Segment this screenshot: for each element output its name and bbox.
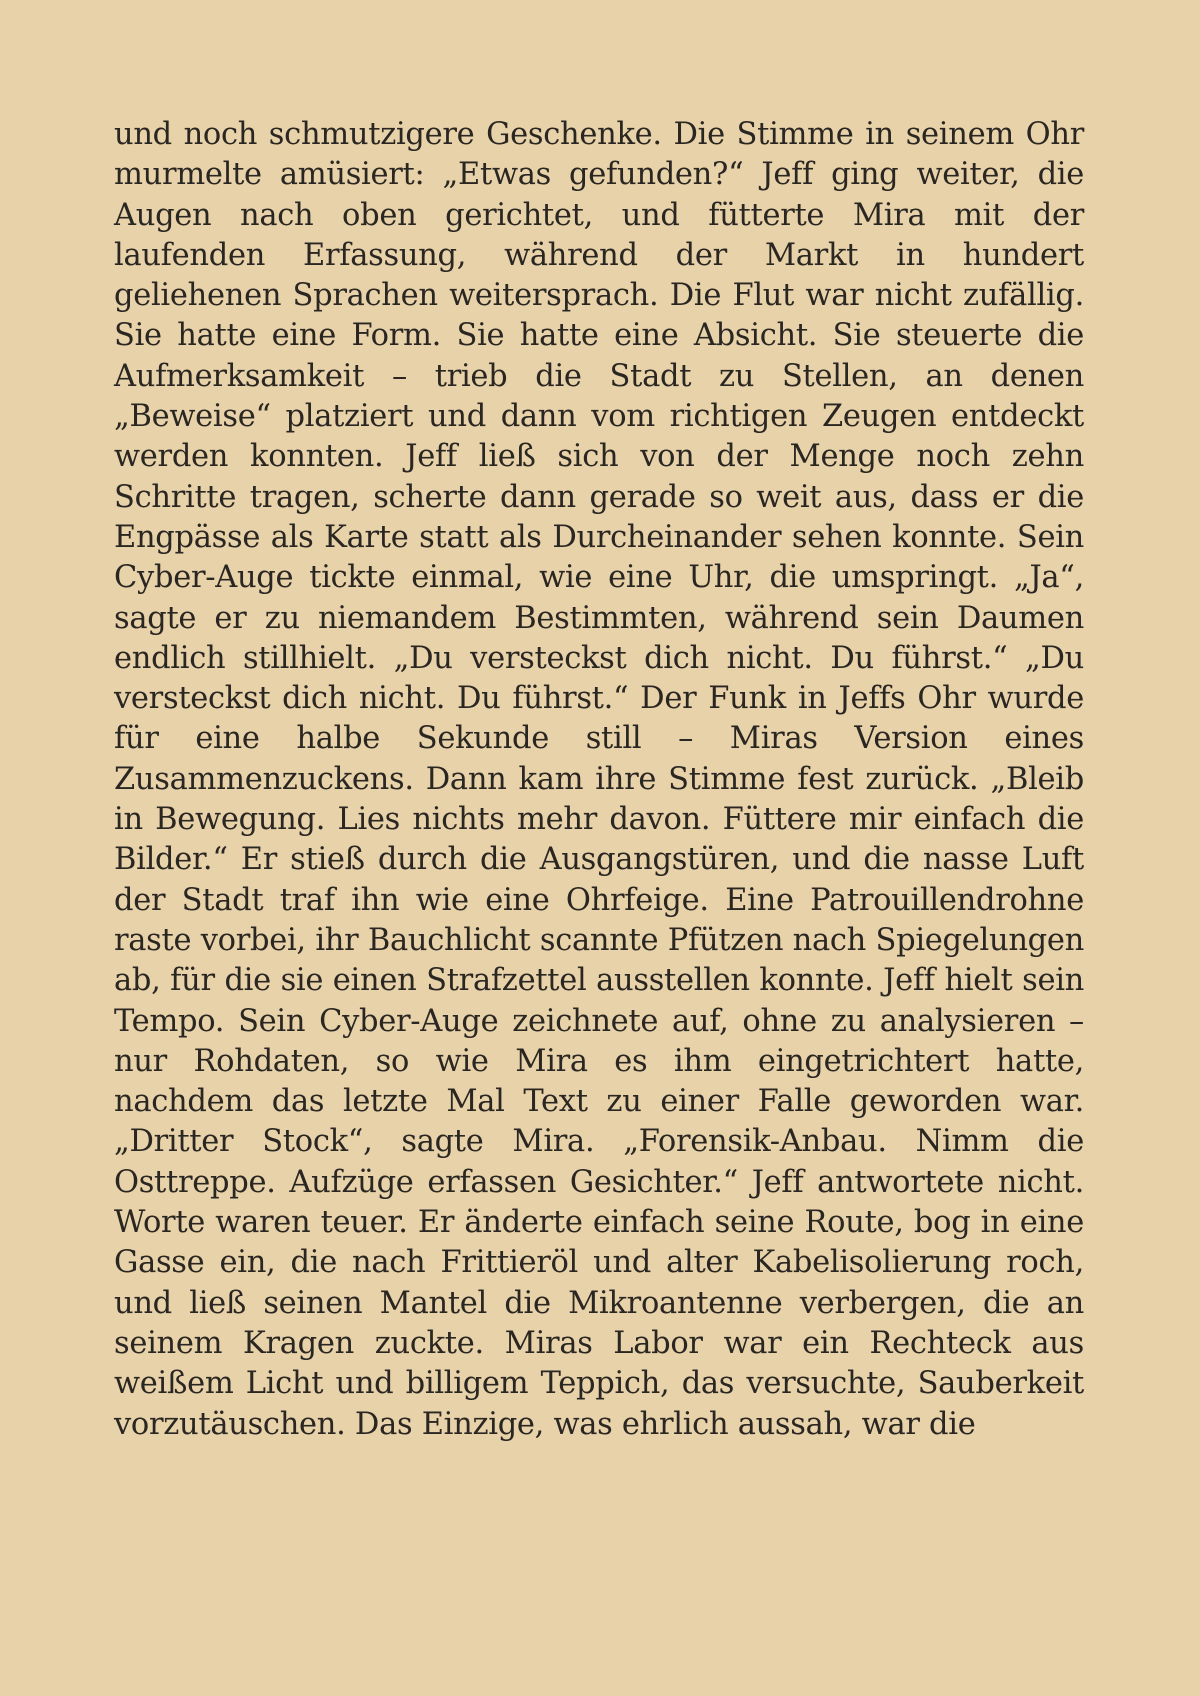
body-paragraph: und noch schmutzigere Geschenke. Die Stimme in seinem Ohr murmelte amüsiert: „Etwas gefunden?“ Jeff ging weiter, die Augen nach oben gerichtet, und fütterte Mira mit der laufenden Erfassung, während der Markt in hundert geliehenen Sprachen weitersprach. Die Flut war nicht zufällig. Sie hatte eine Form. Sie hatte eine Absicht. Sie steuerte die Aufmerksamkeit – trieb die Stadt zu Stellen, an denen „Beweise“ platziert und dann vom richtigen Zeugen entdeckt werden konnten. Jeff ließ sich von der Menge noch zehn Schritte tragen, scherte dann gerade so weit aus, dass er die Engpässe als Karte statt als Durcheinander sehen konnte. Sein Cyber-Auge tickte einmal, wie eine Uhr, die umspringt. „Ja“, sagte er zu niemandem Bestimmten, während sein Daumen endlich stillhielt. „Du versteckst dich nicht. Du führst.“ „Du versteckst dich nicht. Du führst.“ Der Funk in Jeffs Ohr wurde für eine halbe Sekunde still – Miras Version eines Zusammenzuckens. Dann kam ihre Stimme fest zurück. „Bleib in Bewegung. Lies nichts mehr davon. Füttere mir einfach die Bilder.“ Er stieß durch die Ausgangstüren, und die nasse Luft der Stadt traf ihn wie eine Ohrfeige. Eine Patrouillendrohne raste vorbei, ihr Bauchlicht scannte Pfützen nach Spiegelungen ab, für die sie einen Strafzettel ausstellen konnte. Jeff hielt sein Tempo. Sein Cyber-Auge zeichnete auf, ohne zu analysieren – nur Rohdaten, so wie Mira es ihm eingetrichtert hatte, nachdem das letzte Mal Text zu einer Falle geworden war. „Dritter Stock“, sagte Mira. „Forensik-Anbau. Nimm die Osttreppe. Aufzüge erfassen Gesichter.“ Jeff antwortete nicht. Worte waren teuer. Er änderte einfach seine Route, bog in eine Gasse ein, die nach Frittieröl und alter Kabelisolierung roch, und ließ seinen Mantel die Mikroantenne verbergen, die an seinem Kragen zuckte. Miras Labor war ein Rechteck aus weißem Licht und billigem Teppich, das versuchte, Sauberkeit vorzutäuschen. Das Einzige, was ehrlich aussah, war die xyxy=(114,117,1084,1442)
